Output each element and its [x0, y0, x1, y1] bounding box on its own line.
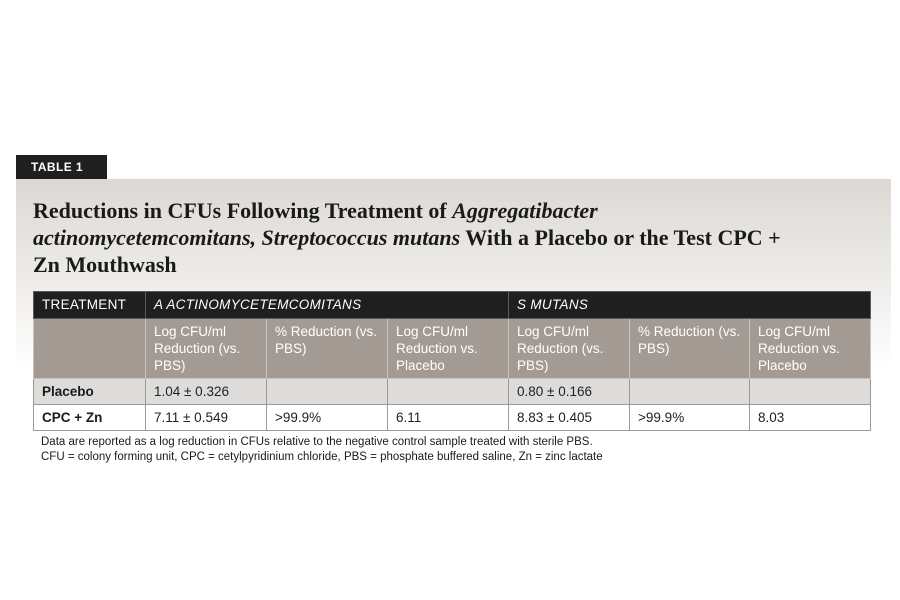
row-label: Placebo: [34, 379, 146, 405]
note-line: Data are reported as a log reduction in CFUs relative to the negative control sample treated with sterile PBS.: [41, 436, 593, 448]
sub-header-sm-pct-vs-pbs: % Reduction (vs. PBS): [630, 319, 750, 379]
title-italic-species: Aggregatibacter actinomycetemcomitans, Streptococcus mutans: [33, 198, 598, 250]
table-row: [34, 405, 871, 431]
note-line: CFU = colony forming unit, CPC = cetylpyridinium chloride, PBS = phosphate buffered saline, Zn = zinc lactate: [41, 450, 603, 463]
table-notes: [41, 435, 861, 464]
table-title: [33, 197, 793, 278]
table-cell: 0.80 ± 0.166: [509, 379, 630, 405]
table-cell: [267, 379, 388, 405]
table-cell: 7.11 ± 0.549: [146, 405, 267, 431]
title-part-2: With a Placebo or the Test CPC + Zn Mouthwash: [33, 225, 781, 277]
table-cell: [750, 379, 871, 405]
table-row: [34, 379, 871, 405]
sub-header-sm-log-vs-placebo: Log CFU/ml Reduction vs. Placebo: [750, 319, 871, 379]
table-cell: >99.9%: [630, 405, 750, 431]
table-label: TABLE 1: [16, 155, 107, 179]
table-cell: [630, 379, 750, 405]
header-a-actinomycetemcomitans: A ACTINOMYCETEMCOMITANS: [146, 292, 509, 319]
table-cell: 6.11: [388, 405, 509, 431]
table-cell: >99.9%: [267, 405, 388, 431]
header-treatment: TREATMENT: [34, 292, 146, 319]
sub-header-sm-log-vs-pbs: Log CFU/ml Reduction (vs. PBS): [509, 319, 630, 379]
results-table: [33, 291, 871, 431]
sub-header-aa-log-vs-pbs: Log CFU/ml Reduction (vs. PBS): [146, 319, 267, 379]
table-cell: 8.83 ± 0.405: [509, 405, 630, 431]
sub-header-row: [34, 319, 871, 379]
sub-header-empty: [34, 319, 146, 379]
table-cell: [388, 379, 509, 405]
sub-header-aa-log-vs-placebo: Log CFU/ml Reduction vs. Placebo: [388, 319, 509, 379]
header-s-mutans: S MUTANS: [509, 292, 871, 319]
row-label: CPC + Zn: [34, 405, 146, 431]
title-part-1: Reductions in CFUs Following Treatment of: [33, 198, 453, 223]
table-cell: 8.03: [750, 405, 871, 431]
sub-header-aa-pct-vs-pbs: % Reduction (vs. PBS): [267, 319, 388, 379]
group-header-row: [34, 292, 871, 319]
table-cell: 1.04 ± 0.326: [146, 379, 267, 405]
